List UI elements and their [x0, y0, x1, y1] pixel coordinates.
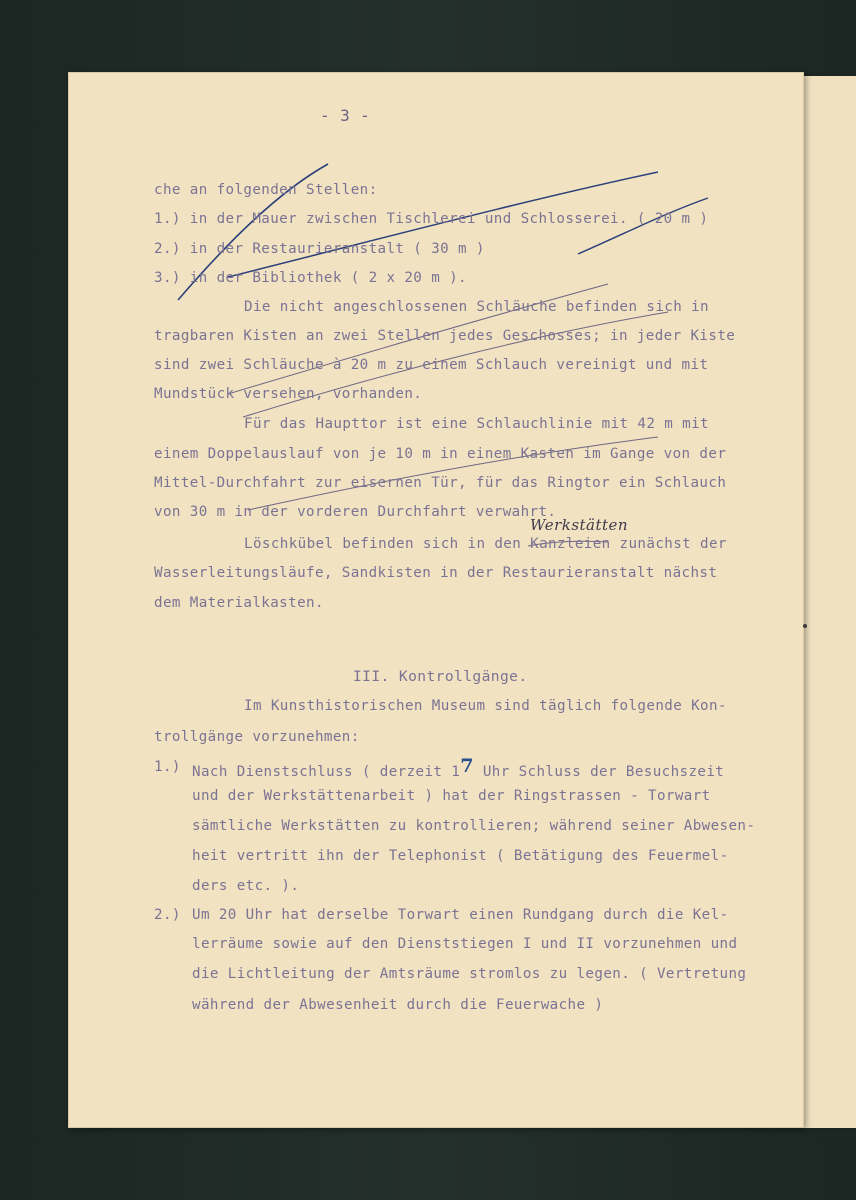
document-page	[68, 72, 804, 1128]
body-line: Mittel-Durchfahrt zur eisernen Tür, für das Ringtor ein Schlauch	[154, 475, 727, 491]
body-line: Löschkübel befinden sich in den Kanzleien zunächst der	[244, 536, 727, 552]
body-line: von 30 m in der vorderen Durchfahrt verwahrt.	[154, 504, 557, 520]
list-item-text: Nach Dienstschluss ( derzeit 1	[192, 764, 461, 780]
list-number: 1.)	[154, 759, 181, 775]
list-item-line: Um 20 Uhr hat derselbe Torwart einen Rundgang durch die Kel-	[192, 907, 729, 923]
body-line: dem Materialkasten.	[154, 595, 324, 611]
body-line: che an folgenden Stellen:	[154, 182, 378, 198]
body-line: trollgänge vorzunehmen:	[154, 729, 360, 745]
handwritten-correction: Werkstätten	[530, 516, 629, 534]
body-line: Im Kunsthistorischen Museum sind täglich folgende Kon-	[244, 698, 727, 714]
section-heading: III. Kontrollgänge.	[353, 668, 528, 685]
body-line: Mundstück versehen, vorhanden.	[154, 386, 423, 402]
handwritten-digit-correction: 7	[460, 755, 474, 777]
body-line: sind zwei Schläuche à 20 m zu einem Schlauch vereinigt und mit	[154, 357, 709, 373]
body-line: 3.) in der Bibliothek ( 2 x 20 m ).	[154, 270, 467, 286]
list-item-text: Uhr Schluss der Besuchszeit	[473, 764, 725, 780]
list-item-line: heit vertritt ihn der Telephonist ( Betätigung des Feuermel-	[192, 848, 729, 864]
list-item-line: ders etc. ).	[192, 878, 300, 894]
binding-dot	[803, 624, 807, 628]
body-line: 1.) in der Mauer zwischen Tischlerei und Schlosserei. ( 20 m )	[154, 211, 709, 227]
body-line: tragbaren Kisten an zwei Stellen jedes Geschosses; in jeder Kiste	[154, 328, 736, 344]
body-line: einem Doppelauslauf von je 10 m in einem Kasten im Gange von der	[154, 446, 727, 462]
body-line: Für das Haupttor ist eine Schlauchlinie mit 42 m mit	[244, 416, 709, 432]
list-item-line: während der Abwesenheit durch die Feuerwache )	[192, 997, 604, 1013]
list-item-line	[192, 755, 832, 781]
body-line: 2.) in der Restaurieranstalt ( 30 m )	[154, 241, 485, 257]
list-item-line: die Lichtleitung der Amtsräume stromlos zu legen. ( Vertretung	[192, 966, 747, 982]
list-item-line: lerräume sowie auf den Dienststiegen I und II vorzunehmen und	[192, 936, 738, 952]
list-item-line: sämtliche Werkstätten zu kontrollieren; während seiner Abwesen-	[192, 818, 756, 834]
body-line: Die nicht angeschlossenen Schläuche befinden sich in	[244, 299, 709, 315]
list-item-line: und der Werkstättenarbeit ) hat der Ringstrassen - Torwart	[192, 788, 711, 804]
body-line: Wasserleitungsläufe, Sandkisten in der Restaurieranstalt nächst	[154, 565, 718, 581]
list-number: 2.)	[154, 907, 181, 923]
page-number: - 3 -	[320, 106, 371, 125]
